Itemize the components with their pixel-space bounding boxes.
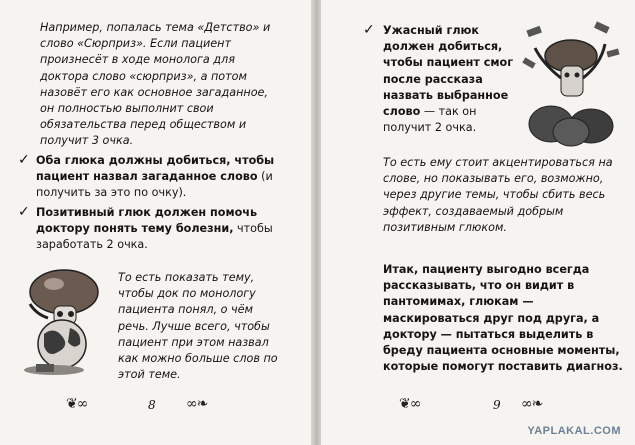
checkmark-icon: ✓ [363, 22, 375, 38]
rule-positive-bold: Позитивный глюк должен помочь доктору понять тему болезни, [36, 206, 258, 236]
mushroom-money-illustration [521, 20, 621, 150]
right-page [321, 0, 635, 445]
rule-both-bold: Оба глюка должны добиться, чтобы пациент назвал загаданное слово [36, 154, 275, 184]
checkmark-icon: ✓ [18, 152, 30, 168]
rule-positive-glitch [36, 205, 280, 254]
conclusion: Итак, пациенту выгодно всегда рассказывать, что он видит в пантомимах, глюкам — маскироваться друг под друга, а доктору — пытаться выделить в бреду пациента основные моменты, которые помогут поставить диагноз. [383, 263, 623, 374]
watermark: YAPLAKAL.COM [527, 425, 621, 437]
page-number-left: 8 [148, 398, 156, 412]
rule-scary-glitch [383, 23, 519, 136]
ornament-left: ❦∞ [66, 396, 88, 412]
left-page [0, 0, 314, 445]
intro-example: Например, попалась тема «Детство» и слово «Сюрприз». Если пациент произнесёт в ходе монолога для доктора слово «сюрприз», а потом назовёт его как основное загаданное, он полностью выполнит свои обязательства перед обществом и получит 3 очка. [40, 21, 271, 148]
rule-scary-rest: — так он получит 2 очка. [383, 105, 477, 135]
ornament-left: ❦∞ [399, 396, 421, 412]
rule-positive-note: То есть показать тему, чтобы док по монологу пациента понял, о чём речь. Лучше всего, чтобы пациент при этом назвал как можно больше слов по этой теме. [118, 271, 278, 382]
ornament-right: ∞❧ [521, 396, 543, 412]
checkmark-icon: ✓ [18, 204, 30, 220]
ornament-right: ∞❧ [186, 396, 208, 412]
rule-both-glitches [36, 153, 280, 202]
mushroom-globe-illustration [14, 262, 109, 377]
rule-positive-rest: чтобы заработать 2 очка. [36, 222, 273, 252]
page-number-right: 9 [493, 398, 501, 412]
rule-both-rest: (и получить за это по очку). [36, 170, 273, 200]
rule-scary-note: То есть ему стоит акцентироваться на слове, но показывать его, возможно, через другие темы, чтобы сбить весь эффект, создаваемый добрым позитивным глюком. [383, 156, 613, 234]
rule-scary-bold: Ужасный глюк должен добиться, чтобы пациент смог после рассказа назвать выбранное слово [383, 24, 514, 119]
